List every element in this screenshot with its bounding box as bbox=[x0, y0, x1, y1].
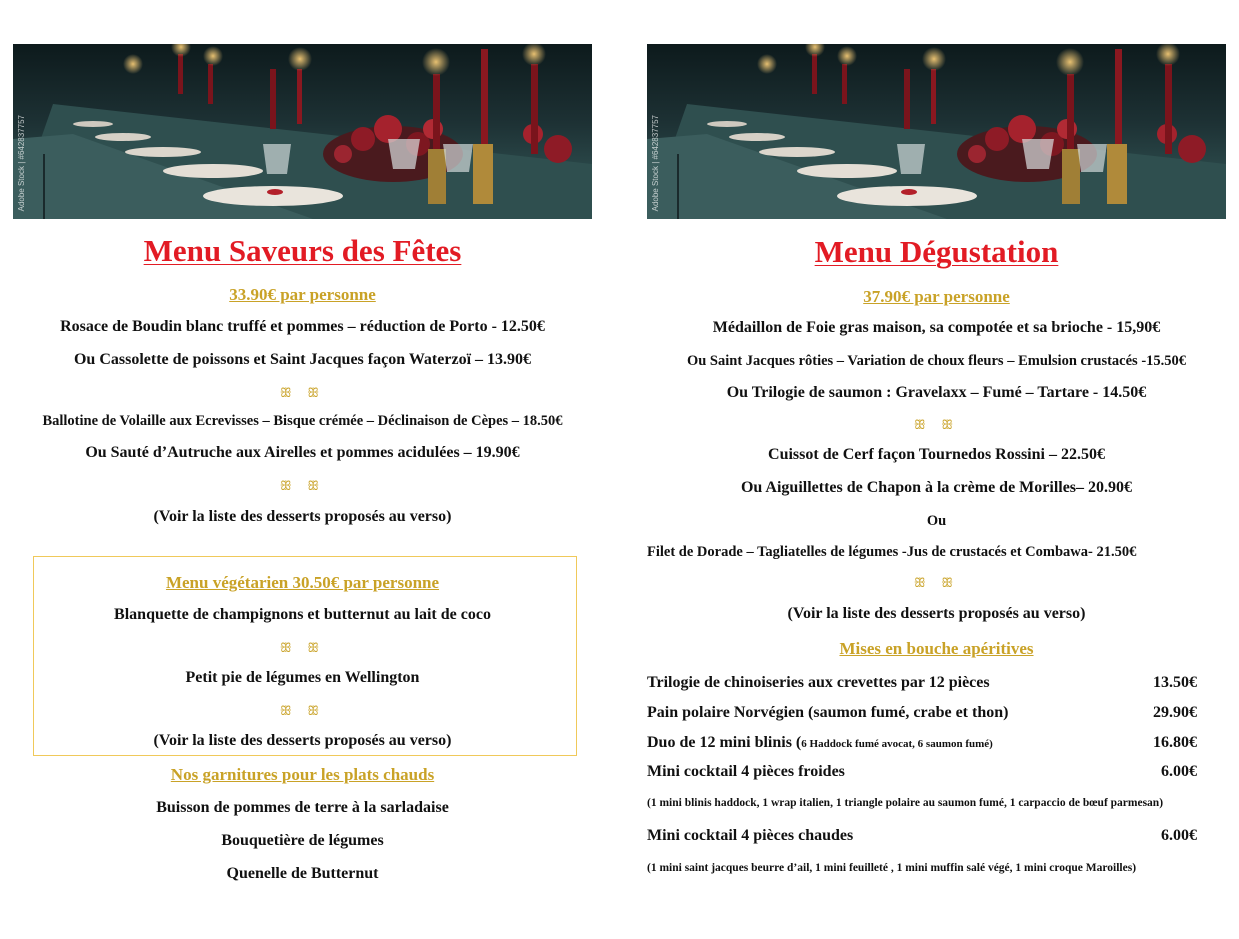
menu-price: 33.90€ par personne bbox=[229, 285, 376, 304]
appetizer-name: Mini cocktail 4 pièces froides bbox=[647, 763, 845, 780]
desserts-note: (Voir la liste des desserts proposés au verso) bbox=[787, 605, 1086, 622]
menu-degustation-column bbox=[647, 44, 1226, 874]
appetizer-row bbox=[647, 763, 1207, 781]
appetizer-price: 29.90€ bbox=[1153, 704, 1197, 721]
stock-watermark: Adobe Stock | #642837757 bbox=[17, 114, 26, 211]
ornament-divider: ꕥ ꕥ bbox=[279, 478, 326, 493]
appetizer-row bbox=[647, 734, 1207, 752]
starter-option-1: Médaillon de Foie gras maison, sa compotée et sa brioche - 15,90€ bbox=[712, 319, 1161, 336]
starter-option-3: Ou Trilogie de saumon : Gravelaxx – Fumé – Tartare - 14.50€ bbox=[726, 384, 1147, 401]
or-separator: Ou bbox=[926, 513, 947, 529]
appetizer-name: Duo de 12 mini blinis ( bbox=[647, 734, 802, 751]
main-option-2: Ou Aiguillettes de Chapon à la crème de Morilles– 20.90€ bbox=[740, 479, 1133, 496]
appetizer-name: Mini cocktail 4 pièces chaudes bbox=[647, 827, 854, 844]
appetizer-detail: 6 Haddock fumé avocat, 6 saumon fumé) bbox=[801, 738, 993, 750]
ornament-divider: ꕥ ꕥ bbox=[279, 640, 326, 655]
appetizer-row bbox=[647, 704, 1207, 722]
vegetarian-starter: Blanquette de champignons et butternut au lait de coco bbox=[114, 606, 491, 623]
appetizer-price: 6.00€ bbox=[1161, 827, 1197, 844]
stock-watermark: Adobe Stock | #642837757 bbox=[651, 114, 660, 211]
fish-option: Filet de Dorade – Tagliatelles de légumes -Jus de crustacés et Combawa- 21.50€ bbox=[647, 544, 1137, 560]
garnish-item: Bouquetière de légumes bbox=[221, 832, 384, 849]
appetizer-name: Trilogie de chinoiseries aux crevettes par 12 pièces bbox=[647, 674, 990, 691]
appetizer-price: 16.80€ bbox=[1153, 734, 1197, 751]
starter-option-2: Ou Saint Jacques rôties – Variation de choux fleurs – Emulsion crustacés -15.50€ bbox=[686, 353, 1187, 369]
festive-table-photo bbox=[647, 44, 1226, 219]
starter-option-2: Ou Cassolette de poissons et Saint Jacques façon Waterzoï – 13.90€ bbox=[73, 351, 532, 368]
garnishes-title: Nos garnitures pour les plats chauds bbox=[170, 765, 435, 784]
appetizer-row bbox=[647, 674, 1207, 692]
hot-cocktail-note: (1 mini saint jacques beurre d’ail, 1 mini feuilleté , 1 mini muffin salé végé, 1 mini croque Maroilles) bbox=[647, 862, 1137, 874]
table-illustration bbox=[647, 44, 1226, 219]
main-option-2: Ou Sauté d’Autruche aux Airelles et pommes acidulées – 19.90€ bbox=[85, 444, 520, 461]
festive-table-photo bbox=[13, 44, 592, 219]
appetizer-price: 6.00€ bbox=[1161, 763, 1197, 780]
ornament-divider: ꕥ ꕥ bbox=[279, 703, 326, 718]
table-illustration bbox=[13, 44, 592, 219]
ornament-divider: ꕥ ꕥ bbox=[913, 575, 960, 590]
main-option-1: Cuissot de Cerf façon Tournedos Rossini – 22.50€ bbox=[768, 446, 1105, 463]
garnish-item: Buisson de pommes de terre à la sarladaise bbox=[156, 799, 449, 816]
appetizers-title: Mises en bouche apéritives bbox=[839, 639, 1034, 658]
appetizer-price: 13.50€ bbox=[1153, 674, 1197, 691]
vegetarian-desserts-note: (Voir la liste des desserts proposés au verso) bbox=[153, 732, 452, 749]
ornament-divider: ꕥ ꕥ bbox=[279, 385, 326, 400]
appetizer-name: Pain polaire Norvégien (saumon fumé, crabe et thon) bbox=[647, 704, 1009, 721]
starter-option-1: Rosace de Boudin blanc truffé et pommes – réduction de Porto - 12.50€ bbox=[60, 318, 545, 335]
vegetarian-title: Menu végétarien 30.50€ par personne bbox=[165, 573, 440, 592]
main-option-1: Ballotine de Volaille aux Ecrevisses – Bisque crémée – Déclinaison de Cèpes – 18.50€ bbox=[42, 413, 563, 429]
cold-cocktail-note: (1 mini blinis haddock, 1 wrap italien, 1 triangle polaire au saumon fumé, 1 carpaccio de bœuf parmesan) bbox=[647, 797, 1164, 809]
appetizer-row bbox=[647, 827, 1207, 845]
garnish-item: Quenelle de Butternut bbox=[226, 865, 379, 882]
menu-price: 37.90€ par personne bbox=[863, 287, 1010, 306]
vegetarian-main: Petit pie de légumes en Wellington bbox=[185, 669, 420, 686]
menu-saveurs-column bbox=[13, 44, 592, 882]
ornament-divider: ꕥ ꕥ bbox=[913, 417, 960, 432]
menu-title: Menu Dégustation bbox=[814, 234, 1059, 269]
menu-title: Menu Saveurs des Fêtes bbox=[143, 233, 462, 268]
desserts-note: (Voir la liste des desserts proposés au verso) bbox=[153, 508, 452, 525]
